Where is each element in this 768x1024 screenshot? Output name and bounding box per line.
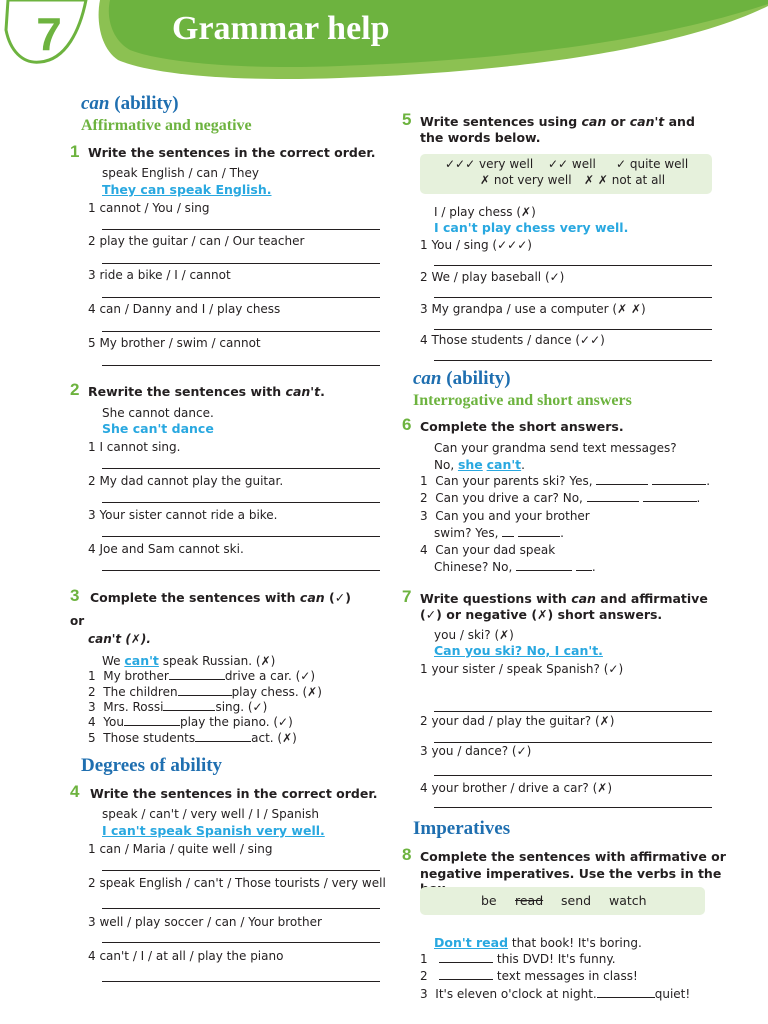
list-item: 1 cannot / You / sing xyxy=(88,201,210,215)
example-answer: I can't play chess very well. xyxy=(434,220,629,235)
answer-line[interactable] xyxy=(434,360,712,361)
list-item: 5 My brother / swim / cannot xyxy=(88,336,261,350)
exercise-instruction: Write the sentences in the correct order. xyxy=(88,145,376,160)
list-item: 2 Can you drive a car? No, . xyxy=(420,491,701,505)
answer-line[interactable] xyxy=(434,265,712,266)
answer-line[interactable] xyxy=(434,742,712,743)
list-item: 2 play the guitar / can / Our teacher xyxy=(88,234,305,248)
answer-line[interactable] xyxy=(102,365,380,366)
example-prompt: you / ski? (✗) xyxy=(434,628,514,642)
title-word: can xyxy=(413,368,442,389)
example-answer: Can you ski? No, I can't. xyxy=(434,643,603,658)
exercise-instruction: Write questions with can and affirmative xyxy=(420,591,708,606)
exercise-instruction-line2: the words below. xyxy=(420,130,541,145)
example-question: Can your grandma send text messages? xyxy=(434,441,677,455)
list-item: 2 We / play baseball (✓) xyxy=(420,270,565,284)
exercise-instruction: Complete the short answers. xyxy=(420,419,624,434)
answer-line[interactable] xyxy=(434,711,712,712)
answer-line[interactable] xyxy=(102,908,380,909)
example-answer: They can speak English. xyxy=(102,182,272,197)
list-item: 4 Can your dad speak xyxy=(420,543,556,557)
list-item: 4 can / Danny and I / play chess xyxy=(88,302,281,316)
section-subtitle: Affirmative and negative xyxy=(81,117,252,134)
list-item: 1 can / Maria / quite well / sing xyxy=(88,842,273,856)
list-item: 1 You / sing (✓✓✓) xyxy=(420,238,532,252)
answer-line[interactable] xyxy=(102,870,380,871)
verb-item: watch xyxy=(609,893,647,908)
exercise-instruction: Rewrite the sentences with can't. xyxy=(88,384,325,399)
example-prompt: speak English / can / They xyxy=(102,166,260,180)
answer-line[interactable] xyxy=(102,570,380,571)
list-item: 1 Can your parents ski? Yes, . xyxy=(420,474,711,488)
answer-line[interactable] xyxy=(102,331,380,332)
answer-line[interactable] xyxy=(102,981,380,982)
exercise-number: 3 xyxy=(70,586,80,605)
list-item: 4 You play the piano. (✓) xyxy=(88,715,293,729)
key-item: ✓ quite well xyxy=(616,157,689,171)
example-prompt: speak / can't / very well / I / Spanish xyxy=(102,807,319,821)
list-item: 1 My brother drive a car. (✓) xyxy=(88,669,315,683)
list-item: 1 this DVD! It's funny. xyxy=(420,952,616,966)
example-answer: No, she can't. xyxy=(434,457,525,472)
title-rest: (ability) xyxy=(114,93,179,114)
section-title-imperatives: Imperatives xyxy=(413,818,511,839)
answer-line[interactable] xyxy=(102,942,380,943)
unit-number: 7 xyxy=(36,8,62,60)
example-answer: She can't dance xyxy=(102,421,214,436)
section-title-degrees: Degrees of ability xyxy=(81,755,223,776)
answer-line[interactable] xyxy=(102,263,380,264)
answer-line[interactable] xyxy=(102,502,380,503)
exercise-instruction-line2: (✓) or negative (✗) short answers. xyxy=(420,607,663,622)
exercise-number: 5 xyxy=(402,110,412,129)
answer-line[interactable] xyxy=(434,807,712,808)
example-prompt: I / play chess (✗) xyxy=(434,205,536,219)
section-title-can-ability xyxy=(81,93,179,115)
cant-mark: can't (✗). xyxy=(88,632,151,646)
key-item: ✓✓ well xyxy=(548,157,596,171)
list-item: 2 The children play chess. (✗) xyxy=(88,685,322,699)
list-item: 2 text messages in class! xyxy=(420,969,638,983)
list-item: 3 you / dance? (✓) xyxy=(420,744,532,758)
section-subtitle: Interrogative and short answers xyxy=(413,392,632,409)
list-item: 2 your dad / play the guitar? (✗) xyxy=(420,714,615,728)
list-item: 3 ride a bike / I / cannot xyxy=(88,268,231,282)
list-item: 3 Can you and your brother xyxy=(420,509,590,523)
list-item-cont: swim? Yes, . xyxy=(434,526,564,540)
exercise-number: 7 xyxy=(402,587,412,606)
list-item: 2 My dad cannot play the guitar. xyxy=(88,474,284,488)
exercise-instruction: Write the sentences in the correct order. xyxy=(90,786,378,801)
answer-line[interactable] xyxy=(102,468,380,469)
list-item: 4 can't / I / at all / play the piano xyxy=(88,949,284,963)
key-item: ✗ ✗ not at all xyxy=(584,173,666,187)
answer-line[interactable] xyxy=(102,536,380,537)
example-prompt: She cannot dance. xyxy=(102,406,214,420)
list-item: 4 Joe and Sam cannot ski. xyxy=(88,542,244,556)
exercise-number: 1 xyxy=(70,142,80,161)
key-item: ✓✓✓ very well xyxy=(445,157,534,171)
list-item: 3 well / play soccer / can / Your brother xyxy=(88,915,322,929)
exercise-instruction: Complete the sentences with affirmative or xyxy=(420,849,726,864)
exercise-instruction: Complete the sentences with can (✓) xyxy=(90,590,351,605)
answer-line[interactable] xyxy=(102,297,380,298)
list-item: 4 your brother / drive a car? (✗) xyxy=(420,781,613,795)
answer-line[interactable] xyxy=(434,775,712,776)
exercise-number: 2 xyxy=(70,380,80,399)
answer-line[interactable] xyxy=(434,329,712,330)
section-title-can-interrogative xyxy=(413,368,511,390)
exercise-instruction-line2: negative imperatives. Use the verbs in the xyxy=(420,866,722,881)
example-sentence: We can't speak Russian. (✗) xyxy=(102,653,276,668)
verb-item: be xyxy=(481,893,497,908)
exercise-number: 6 xyxy=(402,415,412,434)
or-text: or xyxy=(70,614,85,628)
list-item: 2 speak English / can't / Those tourists / very well xyxy=(88,876,386,890)
list-item: 3 My grandpa / use a computer (✗ ✗) xyxy=(420,302,646,316)
verb-item-used: read xyxy=(515,893,544,908)
list-item-cont: Chinese? No, . xyxy=(434,560,596,574)
list-item: 5 Those students act. (✗) xyxy=(88,731,297,745)
answer-line[interactable] xyxy=(434,297,712,298)
title-rest: (ability) xyxy=(446,368,511,389)
title-word: can xyxy=(81,93,110,114)
exercise-number: 4 xyxy=(70,782,80,801)
exercise-number: 8 xyxy=(402,845,412,864)
answer-line[interactable] xyxy=(102,229,380,230)
key-item: ✗ not very well xyxy=(480,173,572,187)
list-item: 3 It's eleven o'clock at night. quiet! xyxy=(420,987,691,1001)
example-sentence: Don't read that book! It's boring. xyxy=(434,935,642,950)
list-item: 3 Mrs. Rossi sing. (✓) xyxy=(88,700,268,714)
list-item: 1 I cannot sing. xyxy=(88,440,181,454)
exercise-instruction: Write sentences using can or can't and xyxy=(420,114,695,129)
list-item: 1 your sister / speak Spanish? (✓) xyxy=(420,662,624,676)
verb-item: send xyxy=(561,893,592,908)
list-item: 4 Those students / dance (✓✓) xyxy=(420,333,605,347)
example-answer: I can't speak Spanish very well. xyxy=(102,823,325,838)
page-title: Grammar help xyxy=(172,10,390,47)
list-item: 3 Your sister cannot ride a bike. xyxy=(88,508,278,522)
